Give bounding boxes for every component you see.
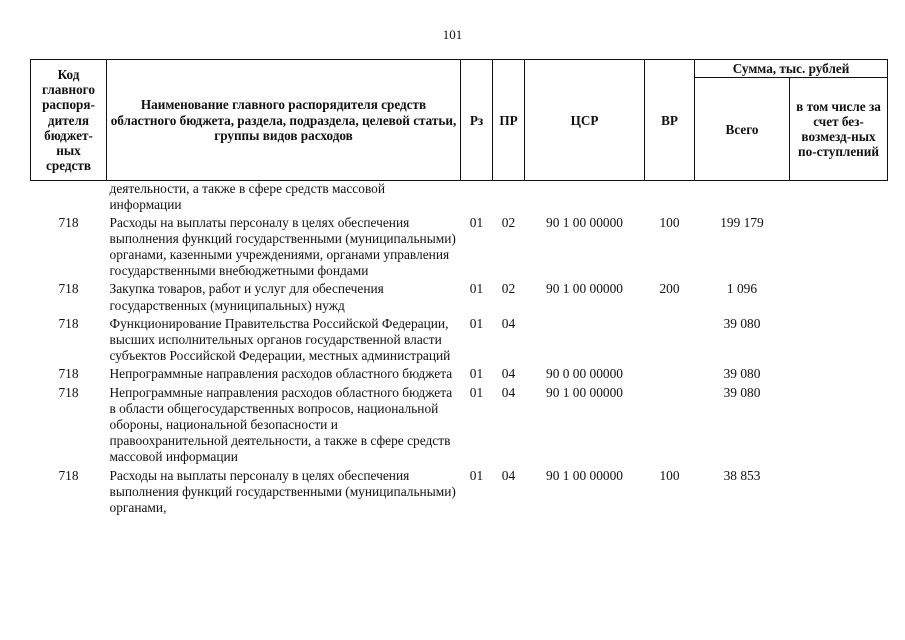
cell-code: 718 [58, 366, 79, 382]
cell-vr [645, 315, 695, 366]
cell-code: 718 [58, 467, 79, 483]
cell-code: 718 [58, 214, 79, 230]
cell-csr: 90 0 00 00000 [546, 366, 623, 382]
header-pr: ПР [493, 60, 525, 181]
budget-table [30, 59, 888, 517]
cell-free [790, 315, 888, 366]
header-name: Наименование главного распорядителя средств областного бюджета, раздела, подраздела, целевой статьи, группы видов расходов [107, 60, 461, 181]
cell-rz: 01 [469, 467, 484, 483]
cell-free [790, 280, 888, 314]
cell-rz: 01 [469, 281, 484, 297]
cell-total: 39 080 [723, 366, 761, 382]
cell-free [790, 467, 888, 518]
cell-name: Закупка товаров, работ и услуг для обеспечения государственных (муниципальных) нужд [109, 281, 384, 313]
cell-total: 39 080 [723, 384, 761, 400]
cell-code [31, 181, 107, 214]
header-csr: ЦСР [525, 60, 645, 181]
cell-rz: 01 [469, 315, 484, 331]
cell-free [790, 384, 888, 467]
cell-pr: 04 [501, 467, 516, 483]
cell-pr: 04 [501, 315, 516, 331]
cell-csr: 90 1 00 00000 [546, 281, 623, 297]
cell-vr: 100 [659, 214, 680, 230]
cell-name: Непрограммные направления расходов областного бюджета [109, 366, 453, 382]
cell-pr: 04 [501, 384, 516, 400]
cell-vr: 100 [659, 467, 680, 483]
cell-free [790, 365, 888, 383]
table-row [31, 181, 888, 214]
table-row [31, 315, 888, 366]
cell-name: Непрограммные направления расходов областного бюджета в области общегосударственных вопросов, национальной обороны, национальной безопасности и правоохранительной деятельности, а также в сфере средств массовой информации [109, 384, 453, 465]
cell-csr: 90 1 00 00000 [546, 467, 623, 483]
cell-rz [461, 181, 493, 214]
table-row [31, 365, 888, 383]
cell-csr [525, 315, 645, 366]
cell-total [695, 181, 790, 214]
cell-vr: 200 [659, 281, 680, 297]
cell-vr [645, 181, 695, 214]
page-number: 101 [442, 27, 463, 42]
cell-rz: 01 [469, 214, 484, 230]
header-vr: ВР [645, 60, 695, 181]
header-rz: Рз [461, 60, 493, 181]
cell-pr: 04 [501, 366, 516, 382]
header-sum: Сумма, тыс. рублей [695, 60, 888, 78]
cell-code: 718 [58, 315, 79, 331]
cell-csr: 90 1 00 00000 [546, 384, 623, 400]
cell-code: 718 [58, 384, 79, 400]
cell-csr [525, 181, 645, 214]
cell-code: 718 [58, 281, 79, 297]
cell-csr: 90 1 00 00000 [546, 214, 623, 230]
cell-total: 1 096 [726, 281, 758, 297]
cell-name: Расходы на выплаты персоналу в целях обеспечения выполнения функций государственными (муниципальными) органами, казенными учреждениями, органами управления государственными внебюджетными фондами [109, 214, 456, 279]
table-row [31, 384, 888, 467]
header-free: в том числе за счет без-возмезд-ных по-ступлений [790, 78, 888, 181]
cell-rz: 01 [469, 366, 484, 382]
table-row [31, 214, 888, 281]
table-row [31, 467, 888, 518]
cell-pr: 02 [501, 214, 516, 230]
cell-free [790, 181, 888, 214]
cell-rz: 01 [469, 384, 484, 400]
cell-name: деятельности, а также в сфере средств массовой информации [109, 181, 386, 213]
header-total: Всего [695, 78, 790, 181]
cell-pr [493, 181, 525, 214]
table-row [31, 280, 888, 314]
cell-vr [645, 365, 695, 383]
cell-free [790, 214, 888, 281]
cell-pr: 02 [501, 281, 516, 297]
cell-total: 39 080 [723, 315, 761, 331]
cell-vr [645, 384, 695, 467]
header-code: Код главного распоря-дителя бюджет-ных средств [31, 60, 107, 181]
cell-total: 199 179 [720, 214, 764, 230]
cell-name: Функционирование Правительства Российской Федерации, высших исполнительных органов государственной власти субъектов Российской Федерации, местных администраций [109, 315, 451, 364]
cell-name: Расходы на выплаты персоналу в целях обеспечения выполнения функций государственными (муниципальными) органами, [109, 467, 456, 516]
cell-total: 38 853 [723, 467, 761, 483]
